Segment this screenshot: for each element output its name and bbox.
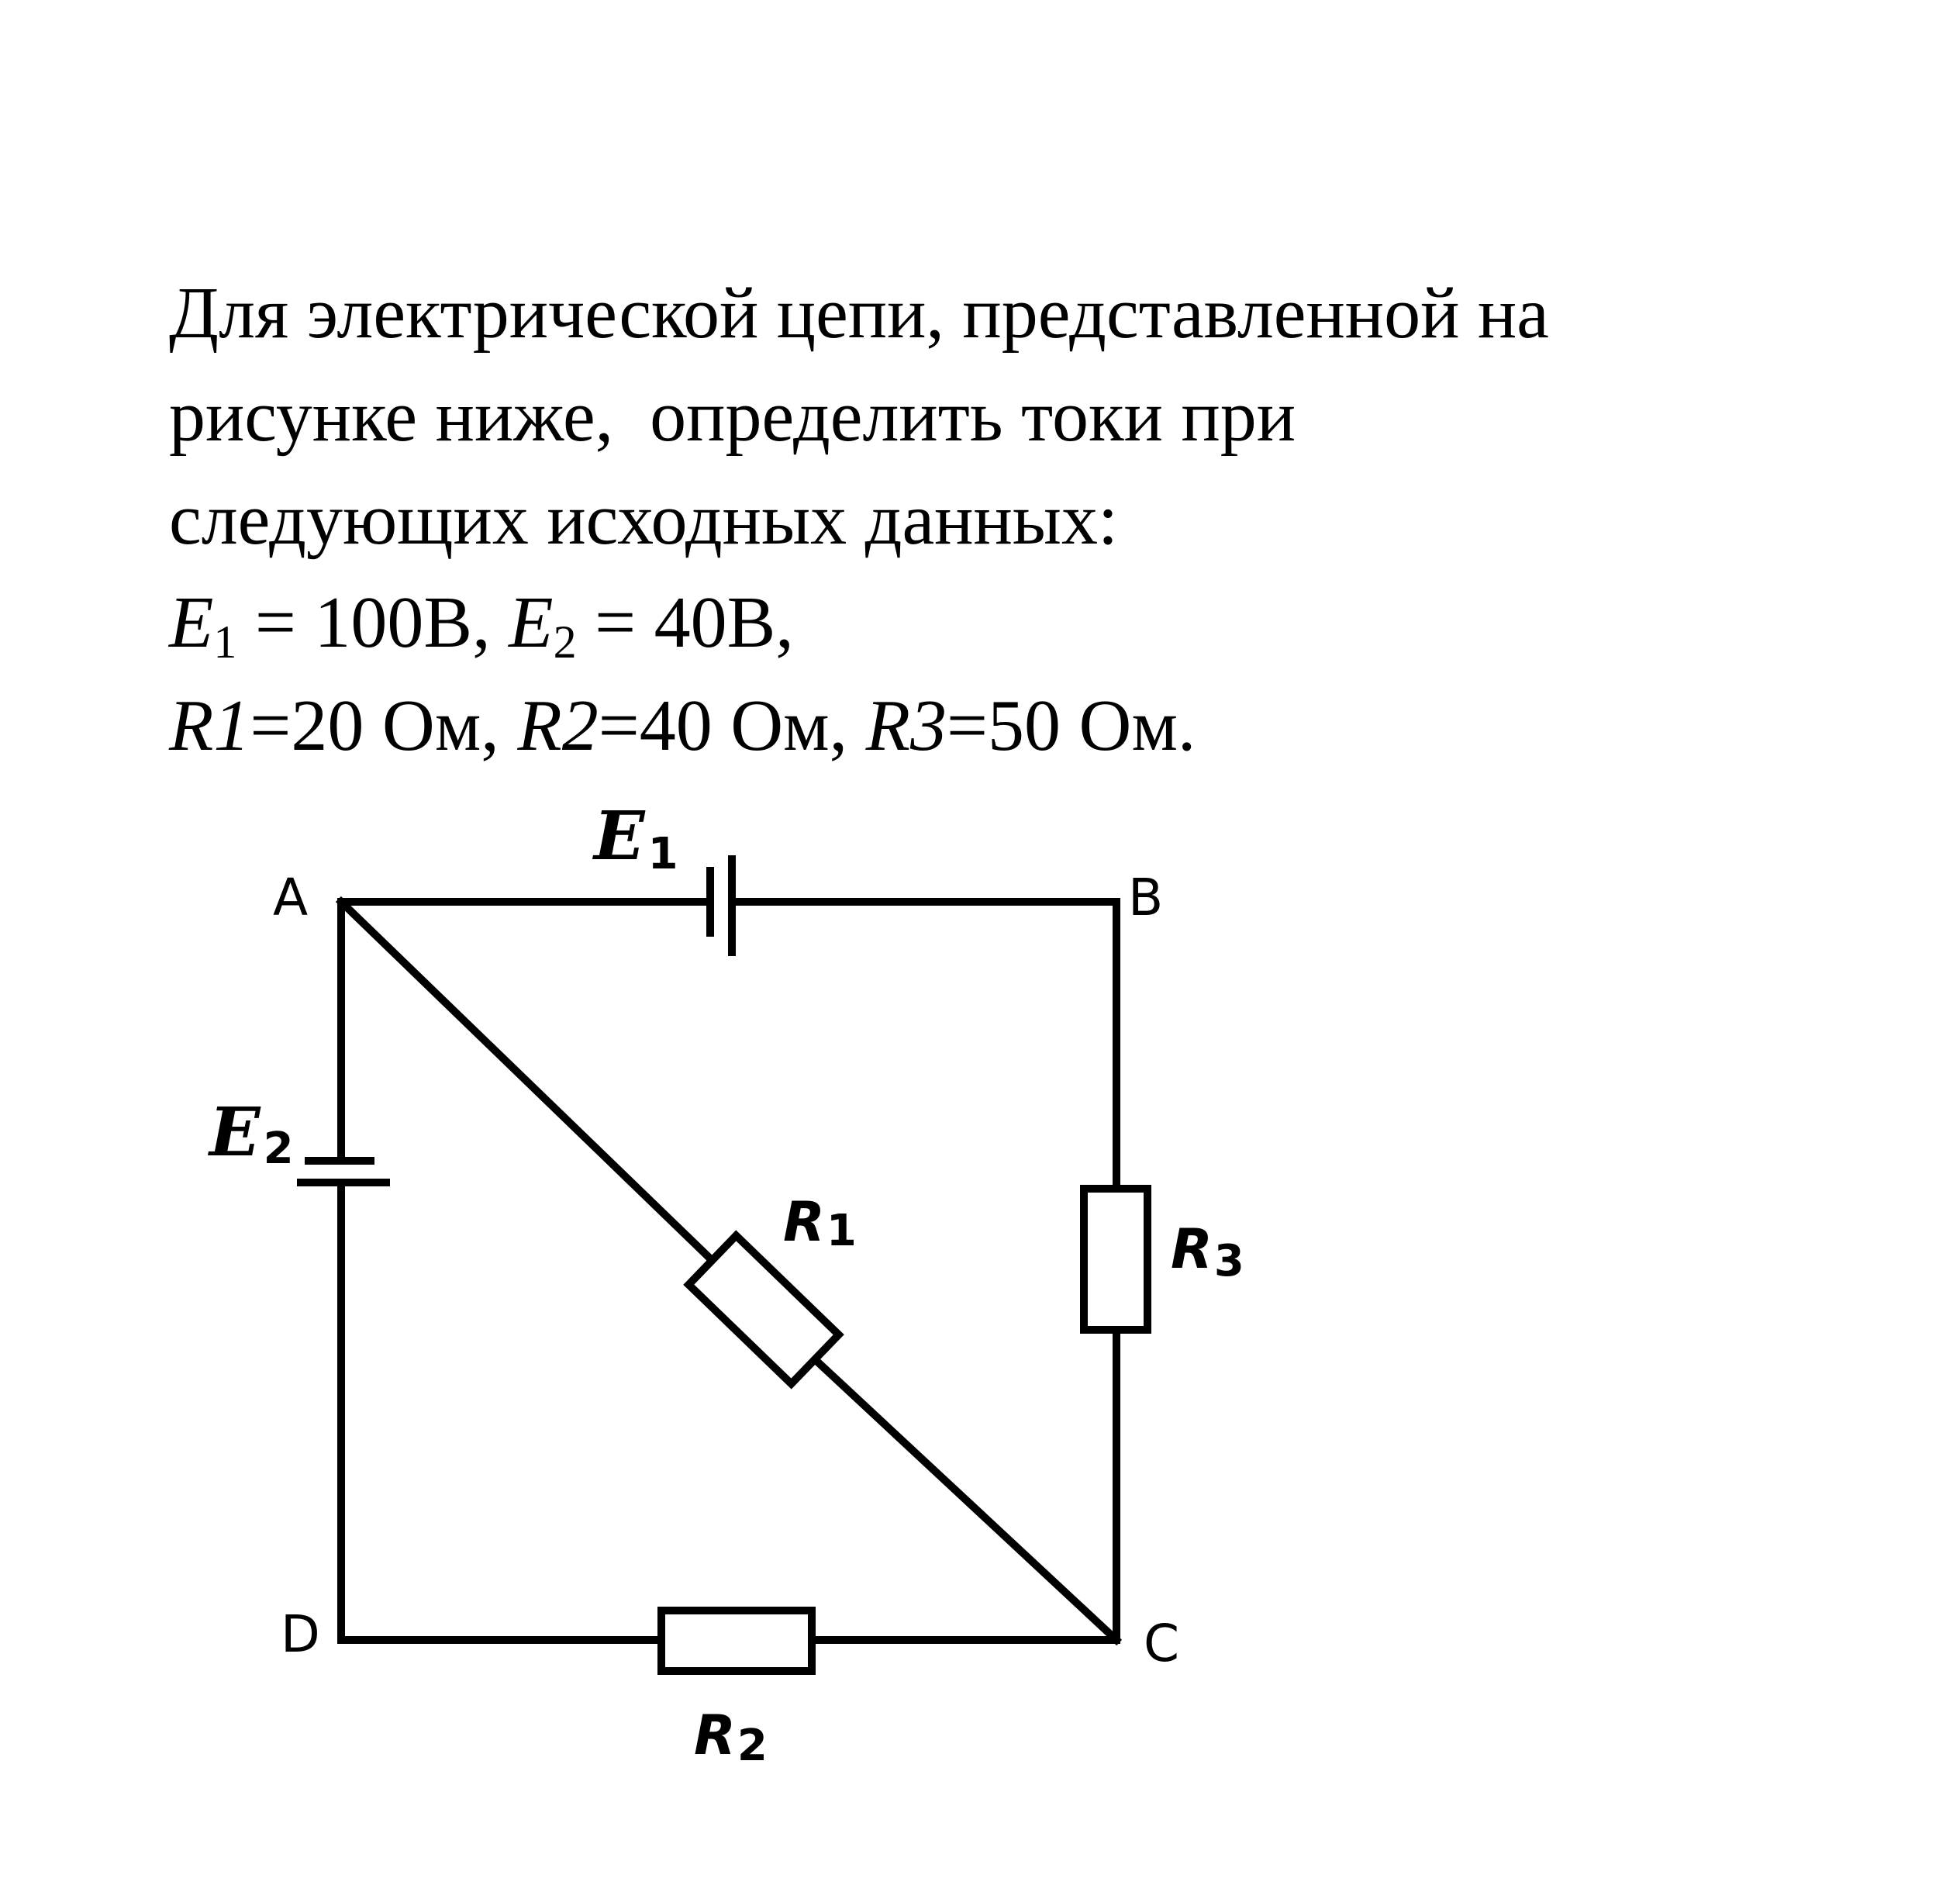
r1-symbol: R1 bbox=[169, 685, 250, 766]
emf1-label bbox=[592, 797, 678, 879]
r1-label bbox=[783, 1190, 857, 1256]
r2-label bbox=[694, 1704, 768, 1771]
resistor-r2 bbox=[661, 1611, 812, 1671]
r3-value: =50 Ом. bbox=[947, 685, 1196, 766]
resistor-r3 bbox=[1084, 1189, 1147, 1330]
wire-a-r1 bbox=[341, 902, 712, 1260]
emf1-index: 1 bbox=[647, 829, 678, 879]
node-c-label: C bbox=[1144, 1614, 1180, 1673]
e2-value: = 40В, bbox=[576, 582, 794, 663]
emf2-letter: E bbox=[209, 1093, 261, 1172]
wire-r1-c bbox=[816, 1360, 1116, 1640]
resistor-r1 bbox=[688, 1235, 838, 1383]
e1-value: = 100В, bbox=[236, 582, 509, 663]
problem-line-3: следующих исходных данных: bbox=[169, 479, 1119, 560]
r1-value: =20 Ом, bbox=[250, 685, 518, 766]
r1-index: 1 bbox=[826, 1206, 857, 1256]
e1-symbol: E bbox=[169, 582, 214, 663]
r1-letter: R bbox=[783, 1190, 825, 1254]
e2-index: 2 bbox=[553, 616, 577, 668]
r2-symbol: R2 bbox=[517, 685, 599, 766]
node-d-label: D bbox=[281, 1604, 320, 1664]
e1-index: 1 bbox=[213, 616, 237, 668]
r2-value: =40 Ом, bbox=[598, 685, 866, 766]
r3-symbol: R3 bbox=[865, 685, 947, 766]
r2-letter: R bbox=[694, 1704, 736, 1767]
r2-index: 2 bbox=[737, 1721, 768, 1771]
e2-symbol: E bbox=[509, 582, 554, 663]
r3-letter: R bbox=[1171, 1217, 1213, 1281]
emf1-letter: E bbox=[594, 797, 645, 875]
emf2-index: 2 bbox=[263, 1124, 294, 1174]
emf2-label bbox=[207, 1093, 294, 1174]
problem-line-1: Для электрической цепи, представленной на bbox=[169, 273, 1549, 354]
r3-label bbox=[1171, 1217, 1244, 1286]
r3-index: 3 bbox=[1213, 1236, 1244, 1286]
node-a-label: A bbox=[273, 868, 309, 927]
node-b-label: B bbox=[1128, 868, 1164, 927]
problem-line-2: рисунке ниже, определить токи при bbox=[169, 376, 1296, 457]
